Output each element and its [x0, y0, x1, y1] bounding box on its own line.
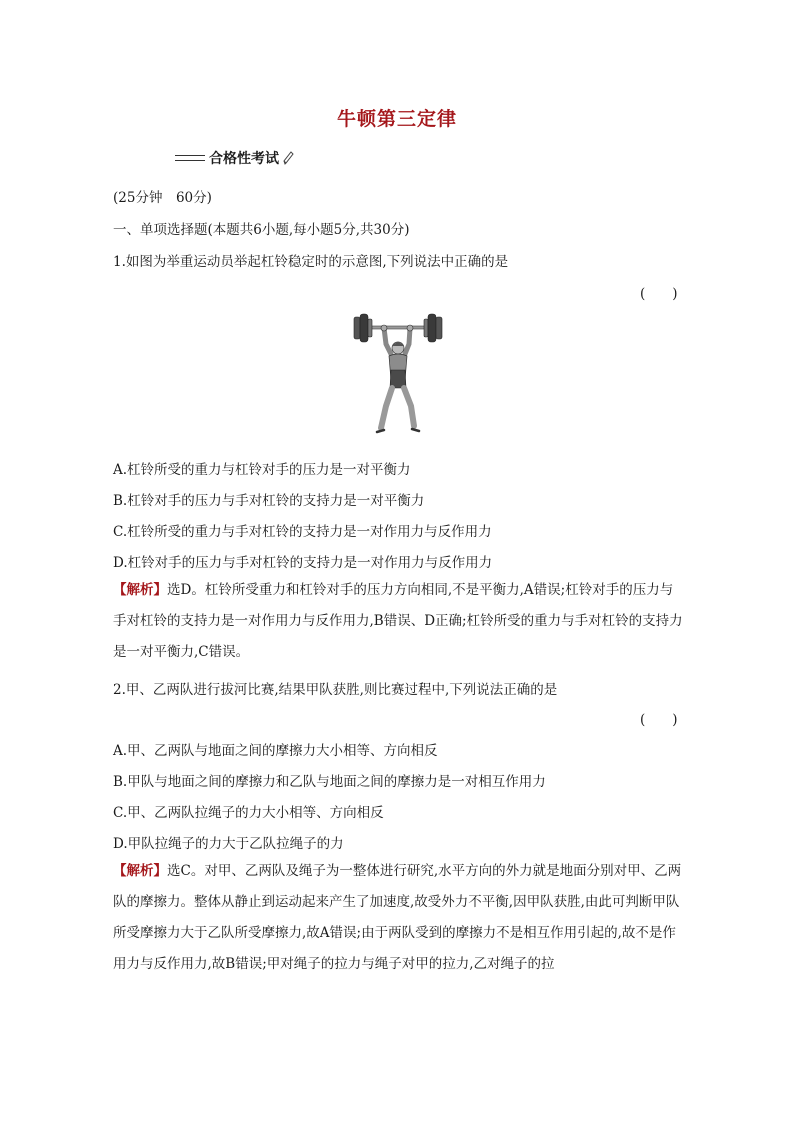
q2-option-d: D.甲队拉绳子的力大于乙队拉绳子的力 — [113, 836, 344, 852]
q1-answer-paren: ( ) — [640, 286, 678, 302]
q2-option-c: C.甲、乙两队拉绳子的力大小相等、方向相反 — [113, 805, 384, 821]
q2-analysis-tag: 【解析】 — [113, 863, 167, 879]
double-rule-icon — [175, 155, 205, 161]
q1-stem: 1.如图为举重运动员举起杠铃稳定时的示意图,下列说法中正确的是 — [113, 254, 509, 270]
q1-option-b: B.杠铃对手的压力与手对杠铃的支持力是一对平衡力 — [113, 493, 425, 509]
section-label-text: 合格性考试 — [209, 151, 279, 167]
q1-option-d: D.杠铃对手的压力与手对杠铃的支持力是一对作用力与反作用力 — [113, 555, 493, 571]
q1-analysis — [113, 575, 685, 668]
q2-answer-paren: ( ) — [640, 712, 678, 728]
time-score: (25分钟 60分) — [113, 190, 212, 206]
q2-analysis-text: 选C。对甲、乙两队及绳子为一整体进行研究,水平方向的外力就是地面分别对甲、乙两队的摩擦力。整体从静止到运动起来产生了加速度,故受外力不平衡,因甲队获胜,由此可判断甲队所受摩擦力大于乙队所受摩擦力,故A错误;由于两队受到的摩擦力不是相互作用引起的,故不是作用力与反作用力,故B错误;甲对绳子的拉力与绳子对甲的拉力,乙对绳子的拉 — [113, 863, 682, 972]
q1-analysis-text: 选D。杠铃所受重力和杠铃对手的压力方向相同,不是平衡力,A错误;杠铃对手的压力与手对杠铃的支持力是一对作用力与反作用力,B错误、D正确;杠铃所受的重力与手对杠铃的支持力是一对平衡力,C错误。 — [113, 582, 683, 660]
q2-stem: 2.甲、乙两队进行拔河比赛,结果甲队获胜,则比赛过程中,下列说法正确的是 — [113, 682, 558, 698]
q2-option-a: A.甲、乙两队与地面之间的摩擦力大小相等、方向相反 — [113, 743, 438, 759]
pencil-icon — [282, 151, 294, 165]
q1-option-a: A.杠铃所受的重力与杠铃对手的压力是一对平衡力 — [113, 462, 411, 478]
part-heading: 一、单项选择题(本题共6小题,每小题5分,共30分) — [113, 222, 410, 238]
q1-option-c: C.杠铃所受的重力与手对杠铃的支持力是一对作用力与反作用力 — [113, 524, 492, 540]
q2-analysis — [113, 856, 685, 980]
q1-analysis-tag: 【解析】 — [113, 582, 167, 598]
section-label — [175, 148, 294, 168]
weightlifter-figure — [348, 310, 448, 440]
page-title: 牛顿第三定律 — [336, 108, 457, 130]
q2-option-b: B.甲队与地面之间的摩擦力和乙队与地面之间的摩擦力是一对相互作用力 — [113, 774, 546, 790]
